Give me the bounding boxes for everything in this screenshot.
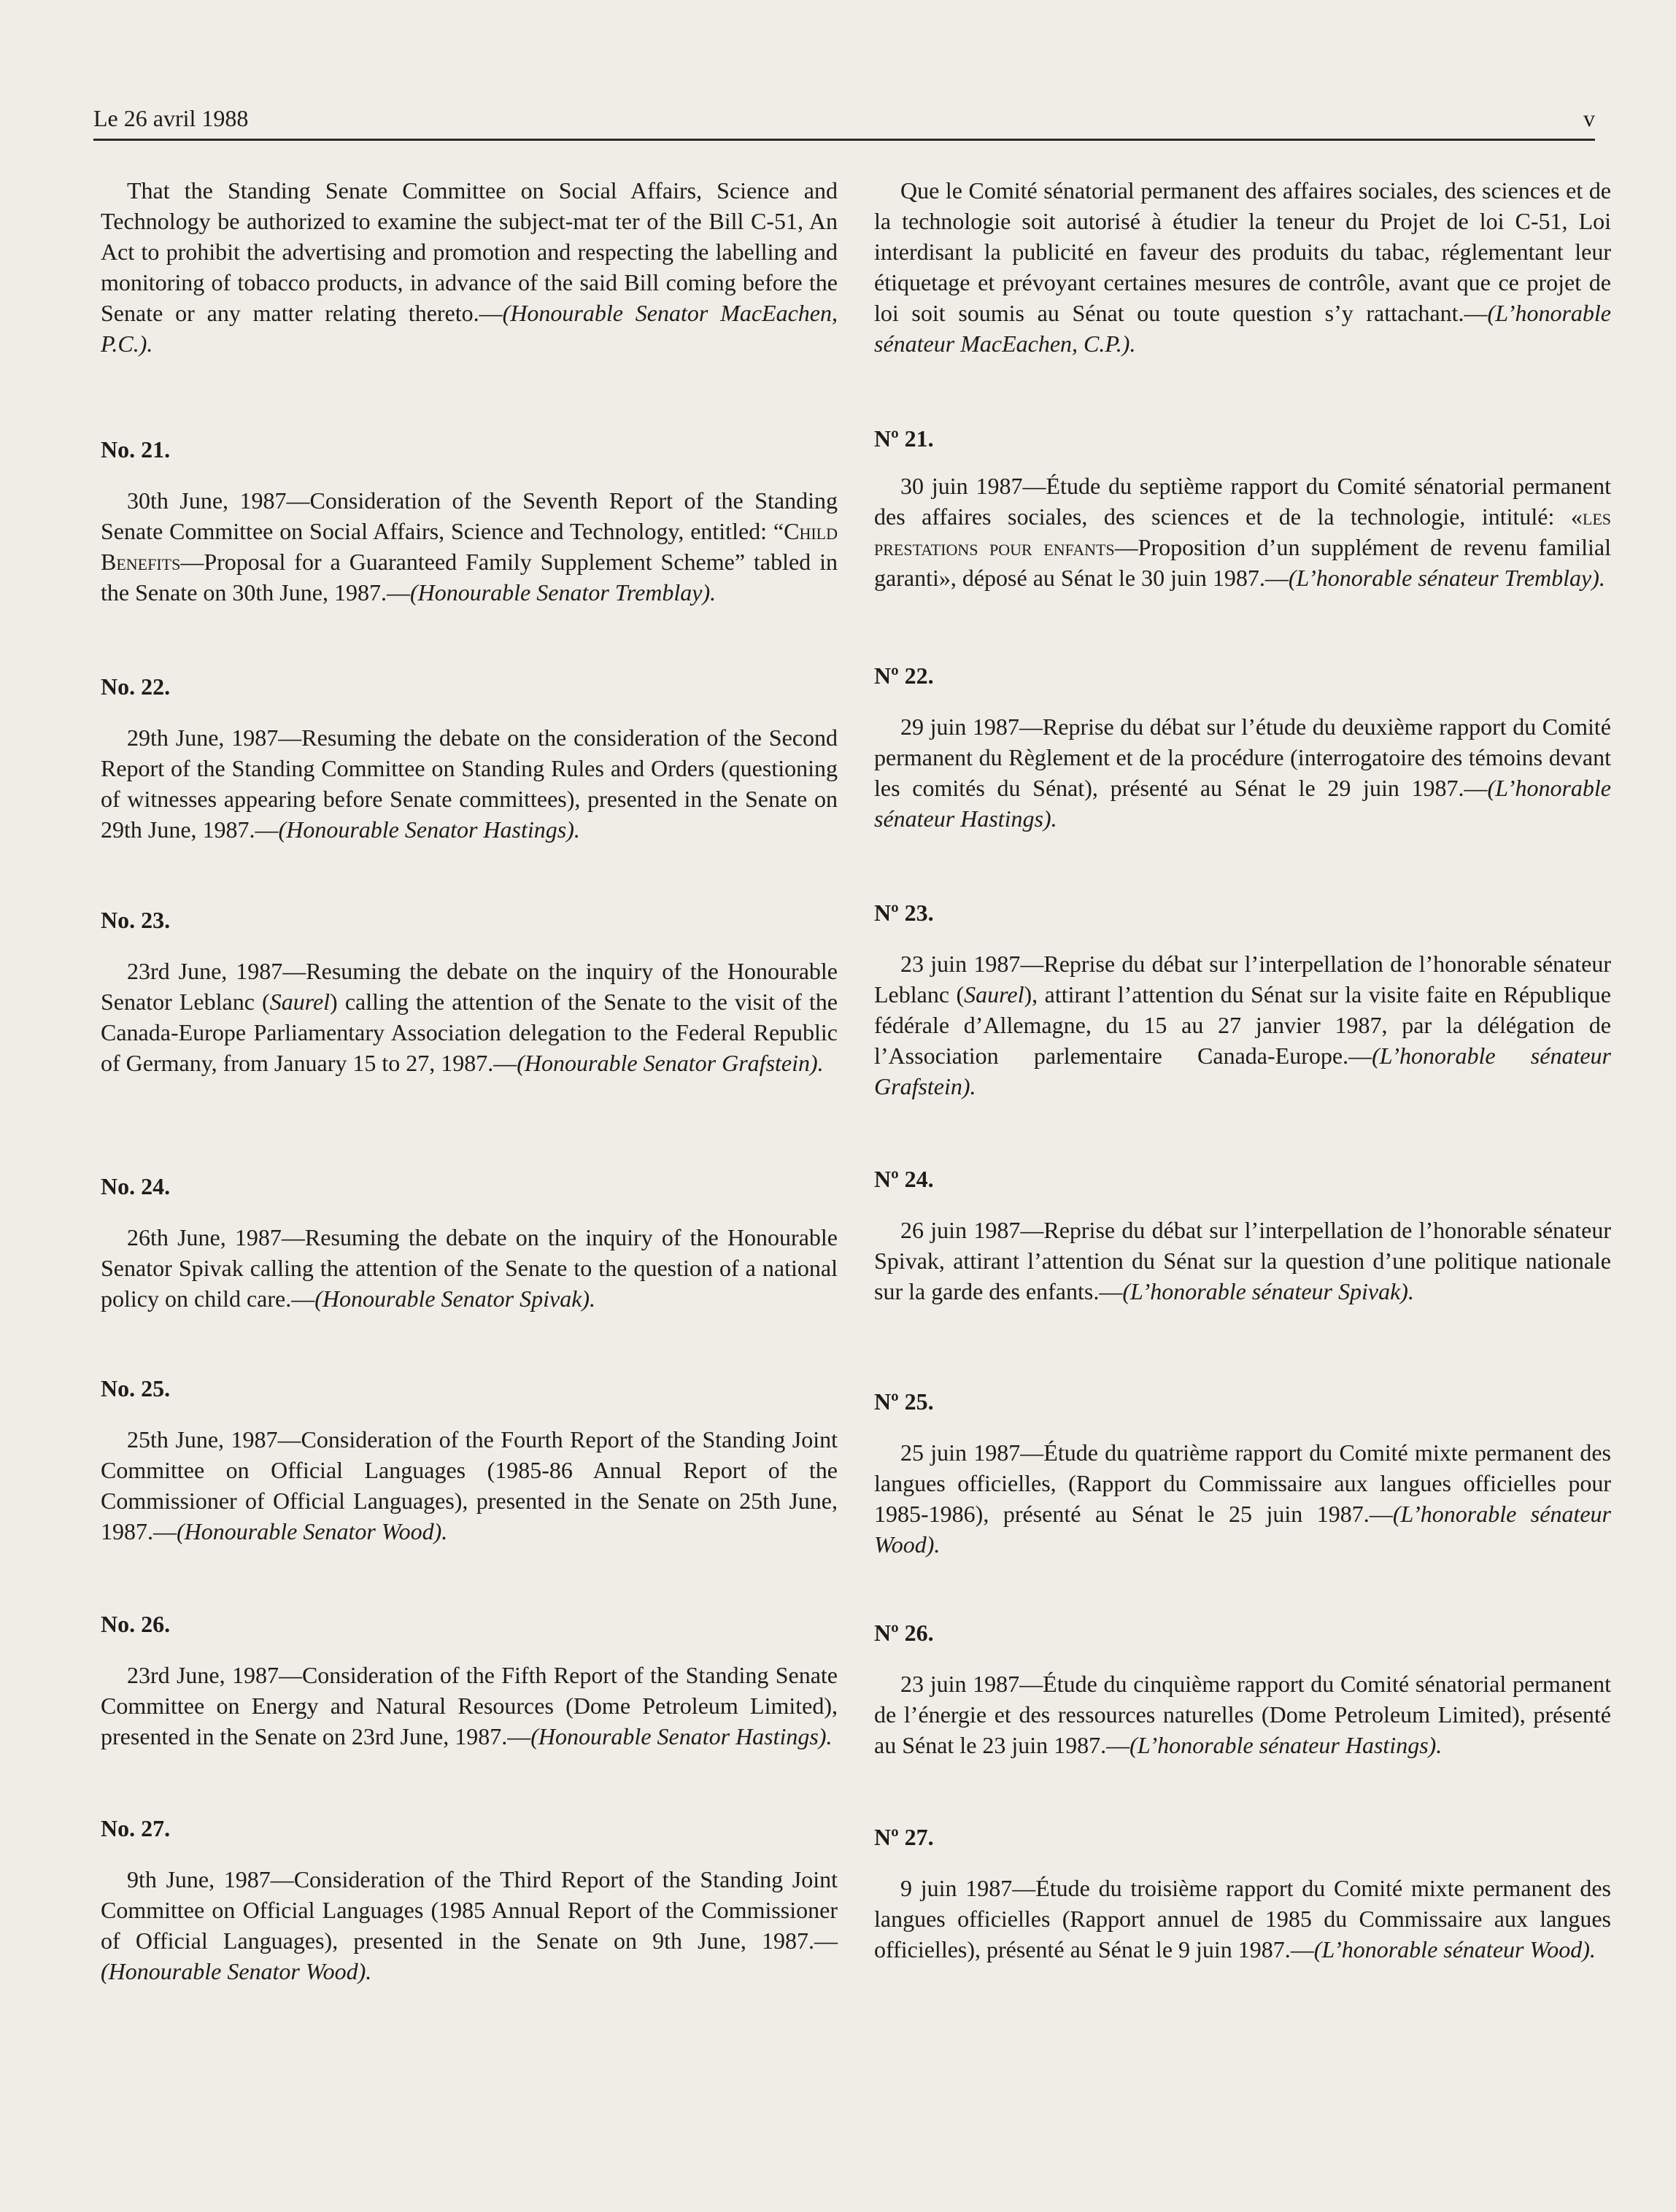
english-column [101, 175, 838, 1984]
page-header [93, 104, 1595, 141]
entry-number: Nº 23. [874, 900, 934, 926]
entry-text: 26 juin 1987—Reprise du débat sur l’interpellation de l’honorable sénateur Spivak, attirant l’attention du Sénat sur la question d’une politique nationale sur la garde des enfants.—(L’honorable sénateur Spivak). [874, 1217, 1611, 1304]
french-intro: Que le Comité sénatorial permanent des affaires sociales, des sciences et de la technologie soit autorisé à étudier la teneur du Projet de loi C-51, Loi interdisant la publicité en faveur des produits du tabac, réglementant leur étiquetage et prévoyant certaines mesures de contrôle, avant que ce projet de loi soit soumis au Sénat ou toute question s’y rattachant.—(L’honorable sénateur MacEachen, C.P.). [874, 177, 1611, 357]
entry-text: 29th June, 1987—Resuming the debate on the consideration of the Second Report of the Standing Committee on Standing Rules and Orders (questioning of witnesses appearing before Senate committees), presented in the Senate on 29th June, 1987.—(Honourable Senator Hastings). [101, 724, 838, 843]
entry-text: 23rd June, 1987—Consideration of the Fifth Report of the Standing Senate Committee on Energy and Natural Resources (Dome Petroleum Limited), presented in the Senate on 23rd June, 1987.—(Honourable Senator Hastings). [101, 1662, 838, 1749]
entry-number: No. 23. [101, 907, 171, 933]
entry-number: No. 27. [101, 1815, 171, 1841]
page-number: v [1583, 105, 1595, 131]
english-intro: That the Standing Senate Committee on Social Affairs, Science and Technology be authorized to examine the subject-mat ter of the Bill C-51, An Act to prohibit the advertising and promotion and respecting the labelling and monitoring of tobacco products, in advance of the said Bill coming before the Senate or any matter relating thereto.—(Honourable Senator MacEachen, P.C.). [101, 177, 838, 357]
entry-text: 9 juin 1987—Étude du troisième rapport du Comité mixte permanent des langues officielles (Rapport annuel de 1985 du Commissaire aux langues officielles), présenté au Sénat le 9 juin 1987.—(L’honorable sénateur Wood). [874, 1875, 1611, 1962]
entry-text: 9th June, 1987—Consideration of the Third Report of the Standing Joint Committee on Official Languages (1985 Annual Report of the Commissioner of Official Languages), presented in the Senate on 9th June, 1987.—(Honourable Senator Wood). [101, 1866, 838, 1984]
entry-number: No. 21. [101, 436, 171, 463]
entry-text: 23rd June, 1987—Resuming the debate on the inquiry of the Honourable Senator Leblanc (Saurel) calling the attention of the Senate to the visit of the Canada-Europe Parliamentary Association delegation to the Federal Republic of Germany, from January 15 to 27, 1987.—(Honourable Senator Grafstein). [101, 958, 838, 1076]
entry-number: No. 22. [101, 673, 171, 700]
entry-text: 25 juin 1987—Étude du quatrième rapport du Comité mixte permanent des langues officielles, (Rapport du Commissaire aux langues officielles pour 1985-1986), présenté au Sénat le 25 juin 1987.—(L’honorable sénateur Wood). [874, 1439, 1612, 1558]
entry-text: 25th June, 1987—Consideration of the Fourth Report of the Standing Joint Committee on Official Languages (1985-86 Annual Report of the Commissioner of Official Languages), presented in the Senate on 25th June, 1987.—(Honourable Senator Wood). [101, 1426, 838, 1544]
french-column [874, 175, 1612, 1962]
entry-number: Nº 27. [874, 1824, 934, 1850]
entry-number: Nº 25. [874, 1388, 934, 1415]
entry-text: 23 juin 1987—Étude du cinquième rapport du Comité sénatorial permanent de l’énergie et des ressources naturelles (Dome Petroleum Limited), présenté au Sénat le 23 juin 1987.—(L’honorable sénateur Hastings). [874, 1671, 1611, 1758]
entry-text: 23 juin 1987—Reprise du débat sur l’interpellation de l’honorable sénateur Leblanc (Saurel), attirant l’attention du Sénat sur la visite faite en République fédérale d’Allemagne, du 15 au 27 janvier 1987, par la délégation de l’Association parlementaire Canada-Europe.—(L’honorable sénateur Grafstein). [874, 951, 1612, 1099]
entry-text: 29 juin 1987—Reprise du débat sur l’étude du deuxième rapport du Comité permanent du Règlement et de la procédure (interrogatoire des témoins devant les comités du Sénat), présenté au Sénat le 29 juin 1987.—(L’honorable sénateur Hastings). [874, 714, 1611, 832]
header-date: Le 26 avril 1988 [93, 105, 249, 131]
entry-text: 30th June, 1987—Consideration of the Seventh Report of the Standing Senate Committee on Social Affairs, Science and Technology, entitled: “Child Benefits—Proposal for a Guaranteed Family Supplement Scheme” tabled in the Senate on 30th June, 1987.—(Honourable Senator Tremblay). [101, 487, 838, 606]
entry-text: 26th June, 1987—Resuming the debate on the inquiry of the Honourable Senator Spivak calling the attention of the Senate to the question of a national policy on child care.—(Honourable Senator Spivak). [101, 1224, 838, 1312]
entry-number: Nº 22. [874, 662, 934, 689]
entry-text: 30 juin 1987—Étude du septième rapport du Comité sénatorial permanent des affaires sociales, des sciences et de la technologie, intitulé: «les prestations pour enfants—Proposition d’un supplément de revenu familial garanti», déposé au Sénat le 30 juin 1987.—(L’honorable sénateur Tremblay). [874, 473, 1612, 591]
entry-number: Nº 24. [874, 1166, 934, 1192]
entry-number: No. 26. [101, 1611, 171, 1637]
entry-number: No. 24. [101, 1173, 171, 1199]
entry-number: Nº 26. [874, 1620, 934, 1646]
entry-number: No. 25. [101, 1375, 171, 1401]
entry-number: Nº 21. [874, 425, 934, 452]
